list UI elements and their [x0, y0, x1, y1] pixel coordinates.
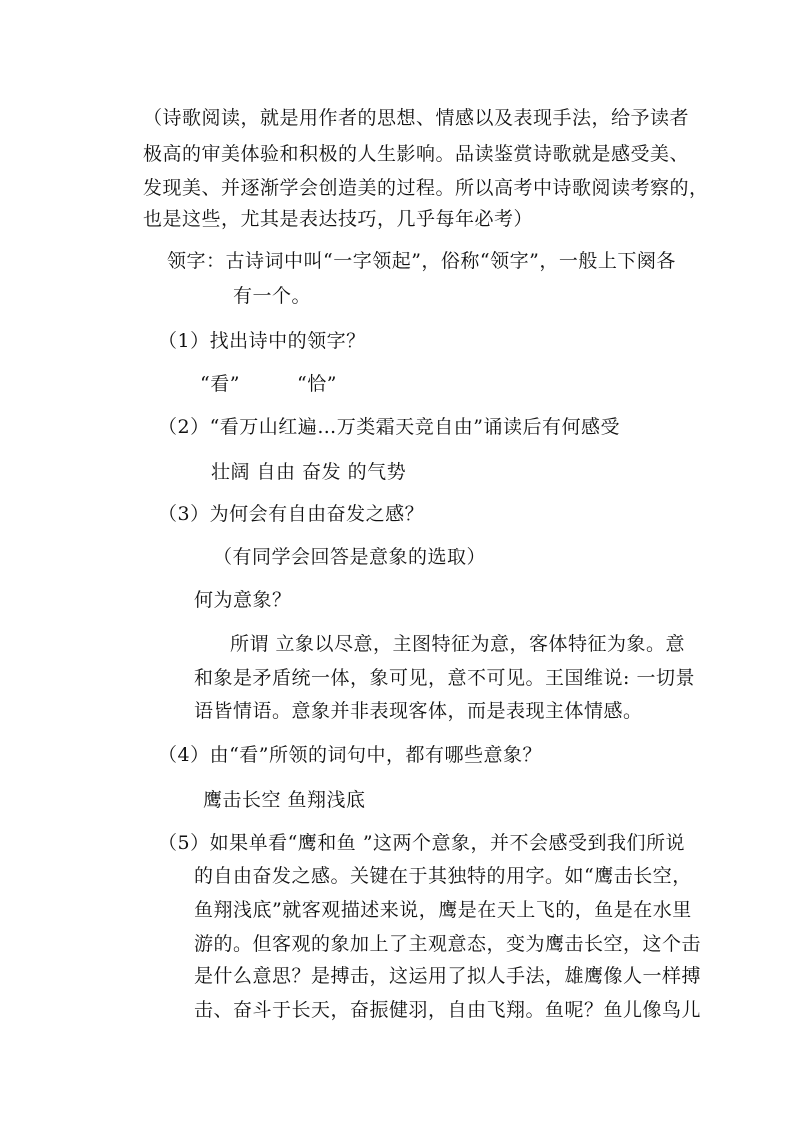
question-3-note: （有同学会回答是意象的选取）: [213, 546, 487, 568]
lingzi-definition-line-2: 有一个。: [233, 285, 312, 307]
question-5-line-1: （5）如果单看“鹰和鱼 ”这两个意象，并不会感受到我们所说: [158, 832, 686, 854]
intro-line-2: 极高的审美体验和积极的人生影响。品读鉴赏诗歌就是感受美、: [143, 143, 690, 165]
question-5-line-2: 的自由奋发之感。关键在于其独特的用字。如“鹰击长空，: [194, 865, 692, 887]
answer-1-second: “恰”: [297, 373, 337, 395]
imagery-definition-line-2: 和象是矛盾统一体，象可见，意不可见。王国维说: 一切景: [194, 667, 695, 689]
question-3: （3）为何会有自由奋发之感？: [158, 503, 425, 525]
intro-line-3: 发现美、并逐渐学会创造美的过程。所以高考中诗歌阅读考察的，: [143, 177, 709, 199]
intro-line-4: 也是这些，尤其是表达技巧，几乎每年必考）: [143, 208, 534, 230]
question-5-line-5: 是什么意思？是搏击，这运用了拟人手法，雄鹰像人一样搏: [194, 965, 702, 987]
question-1: （1）找出诗中的领字？: [158, 330, 366, 352]
answer-1-first: “看”: [200, 373, 240, 395]
question-5-line-3: 鱼翔浅底”就客观描述来说，鹰是在天上飞的，鱼是在水里: [194, 899, 692, 921]
lingzi-definition-line-1: 领字：古诗词中叫“一字领起”，俗称“领字”，一般上下阕各: [167, 250, 676, 272]
answer-2: 壮阔 自由 奋发 的气势: [211, 461, 407, 483]
intro-line-1: （诗歌阅读，就是用作者的思想、情感以及表现手法，给予读者: [143, 107, 690, 129]
imagery-question: 何为意象？: [194, 589, 292, 611]
question-2: （2）“看万山红遍…万类霜天竞自由”诵读后有何感受: [158, 416, 621, 438]
answer-4: 鹰击长空 鱼翔浅底: [203, 789, 366, 811]
question-4: （4）由“看”所领的词句中，都有哪些意象？: [158, 744, 543, 766]
imagery-definition-line-1: 所谓 立象以尽意，主图特征为意，客体特征为象。意: [230, 633, 686, 655]
question-5-line-4: 游的。但客观的象加上了主观意态，变为鹰击长空，这个击: [194, 933, 702, 955]
question-5-line-6: 击、奋斗于长天，奋振健羽，自由飞翔。鱼呢？鱼儿像鸟儿: [194, 999, 702, 1021]
imagery-definition-line-3: 语皆情语。意象并非表现客体，而是表现主体情感。: [194, 700, 643, 722]
